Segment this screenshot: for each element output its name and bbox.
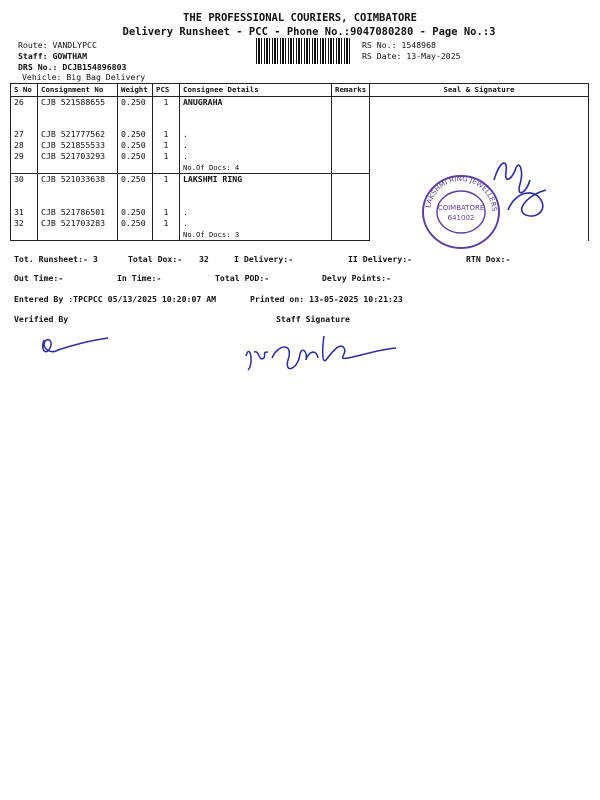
table-row: [11, 97, 589, 109]
cell-remarks: [332, 151, 370, 162]
cell-pcs: 1: [153, 207, 180, 218]
cell-remarks: [332, 140, 370, 151]
cell-consignment: CJB 521777562: [38, 129, 118, 140]
cell-remarks: [332, 207, 370, 218]
total-dox-value: 32: [199, 254, 209, 264]
cell-weight: 0.250: [118, 218, 153, 229]
cell-consignee: .: [180, 151, 332, 162]
total-dox-label: Total Dox:-: [128, 254, 183, 264]
cell-remarks: [332, 174, 370, 186]
rs-number: RS No.: 1548968: [362, 40, 436, 50]
staff-signature: [236, 330, 406, 380]
col-remarks: Remarks: [332, 84, 370, 97]
cell-remarks: [332, 97, 370, 109]
verified-by-label: Verified By: [14, 314, 69, 324]
cell-weight: 0.250: [118, 140, 153, 151]
cell-sno: 27: [11, 129, 38, 140]
cell-pcs: 1: [153, 218, 180, 229]
vehicle-label: Vehicle: Big Bag Delivery: [22, 72, 146, 82]
cell-consignment: CJB 521703283: [38, 218, 118, 229]
cell-sno: 26: [11, 97, 38, 109]
barcode: [256, 38, 350, 64]
entered-by: Entered By :TPCPCC 05/13/2025 10:20:07 AM: [14, 294, 217, 304]
cell-consignment: CJB 521703293: [38, 151, 118, 162]
second-delivery: II Delivery:-: [348, 254, 413, 264]
col-pcs: PCS: [153, 84, 180, 97]
cell-consignee: .: [180, 140, 332, 151]
cell-weight: 0.250: [118, 129, 153, 140]
first-delivery: I Delivery:-: [234, 254, 294, 264]
drs-number: DRS No.: DCJB154896803: [18, 62, 127, 72]
cell-sno: 29: [11, 151, 38, 162]
col-consignee: Consignee Details: [180, 84, 332, 97]
seal-center-pin: 641002: [447, 214, 475, 222]
docs-count: No.Of Docs: 3: [180, 229, 332, 241]
table-header-row: [11, 84, 589, 97]
seal-center-city: COIMBATORE: [437, 204, 485, 212]
docs-count: No.Of Docs: 4: [180, 162, 332, 174]
col-consignment: Consignment No: [38, 84, 118, 97]
cell-sno: 31: [11, 207, 38, 218]
cell-consignee: LAKSHMI RING: [180, 174, 332, 186]
cell-weight: 0.250: [118, 97, 153, 109]
cell-pcs: 1: [153, 174, 180, 186]
col-seal: Seal & Signature: [370, 84, 589, 97]
cell-sno: 30: [11, 174, 38, 186]
total-pod: Total POD:-: [215, 273, 270, 283]
cell-pcs: 1: [153, 129, 180, 140]
cell-weight: 0.250: [118, 151, 153, 162]
out-time: Out Time:-: [14, 273, 64, 283]
cell-consignee: .: [180, 129, 332, 140]
route-label: Route: VANDLYPCC: [18, 40, 97, 50]
staff-signature-label: Staff Signature: [276, 314, 350, 324]
col-weight: Weight: [118, 84, 153, 97]
cell-consignee: ANUGRAHA: [180, 97, 332, 109]
rtn-dox: RTN Dox:-: [466, 254, 511, 264]
receiver-signature: [486, 150, 556, 230]
cell-pcs: 1: [153, 140, 180, 151]
cell-weight: 0.250: [118, 174, 153, 186]
printed-on: Printed on: 13-05-2025 10:21:23: [250, 294, 403, 304]
cell-consignment: CJB 521588655: [38, 97, 118, 109]
in-time: In Time:-: [117, 273, 162, 283]
verifier-signature: [36, 330, 116, 360]
cell-consignment: CJB 521855533: [38, 140, 118, 151]
total-runsheet: Tot. Runsheet:- 3: [14, 254, 98, 264]
seal-ring-text: LAKSHMI RING JEWELLERS: [424, 174, 499, 212]
cell-consignment: CJB 521786501: [38, 207, 118, 218]
runsheet-subtitle: Delivery Runsheet - PCC - Phone No.:9047080280 - Page No.:3: [122, 26, 496, 38]
cell-consignee: .: [180, 207, 332, 218]
cell-remarks: [332, 218, 370, 229]
cell-pcs: 1: [153, 151, 180, 162]
cell-sno: 28: [11, 140, 38, 151]
cell-consignee: .: [180, 218, 332, 229]
rs-date: RS Date: 13-May-2025: [362, 51, 461, 61]
cell-remarks: [332, 129, 370, 140]
cell-sno: 32: [11, 218, 38, 229]
staff-label: Staff: GOWTHAM: [18, 51, 88, 61]
cell-consignment: CJB 521033638: [38, 174, 118, 186]
cell-pcs: 1: [153, 97, 180, 109]
cell-weight: 0.250: [118, 207, 153, 218]
company-title: THE PROFESSIONAL COURIERS, COIMBATORE: [183, 12, 417, 24]
delivery-points: Delvy Points:-: [322, 273, 392, 283]
col-sno: S No: [11, 84, 38, 97]
